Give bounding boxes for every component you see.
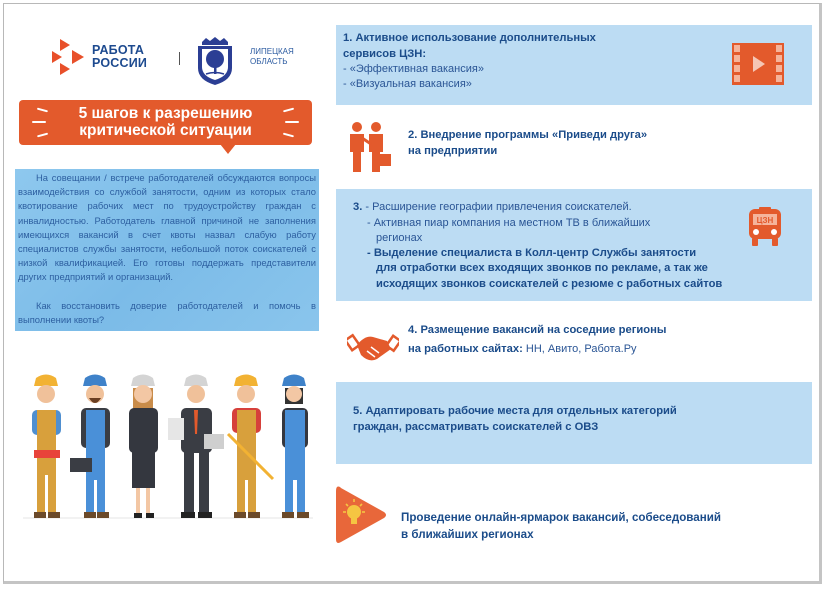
video-film-icon (732, 43, 784, 85)
step-3-callcenter-line-2: для отработки всех входящих звонков по рекламе, а так же (376, 262, 708, 274)
logo-line-2: РОССИИ (92, 56, 148, 70)
step-3-callcenter-line-3: исходящих звонков соискателей с резюме с работных сайтов (376, 277, 723, 290)
bus-icon (747, 207, 783, 247)
logo-line-1: РАБОТА (92, 43, 145, 57)
step-4-sites-list: НН, Авито, Работа.Ру (522, 342, 637, 355)
step-1-title-line-1: 1. Активное использование дополнительных (343, 32, 596, 44)
step-3-line-geography: - Расширение географии привлечения соискателей. (365, 201, 632, 213)
rabota-rossii-logo-icon (50, 37, 88, 75)
logo-divider (179, 52, 180, 65)
step-1-block (336, 25, 812, 105)
step-5-title-line-2: граждан, рассматривать соискателей с ОВЗ (353, 420, 599, 433)
step-2-text (408, 128, 647, 159)
step-1-title-line-2: сервисов ЦЗН: (343, 47, 427, 60)
step-5-block (336, 382, 812, 464)
banner-pointer (220, 144, 236, 154)
step-4-text (408, 323, 666, 357)
step-1-item-effective-vacancy: - «Эффективная вакансия» (343, 63, 484, 75)
step-4-sites-label: на работных сайтах: (408, 342, 523, 355)
document-page (3, 3, 822, 584)
two-people-icon (347, 122, 391, 172)
region-line-2: ОБЛАСТЬ (250, 57, 288, 66)
step-6-text (401, 509, 721, 543)
step-6-title-line-1: Проведение онлайн-ярмарок вакансий, собеседований (401, 511, 721, 524)
step-2-title-line-2: на предприятии (408, 144, 498, 157)
region-name (250, 47, 294, 67)
step-2-title-line-1: 2. Внедрение программы «Приведи друга» (408, 129, 648, 141)
lightbulb-icon (336, 485, 388, 545)
description-paragraph-1: На совещании / встрече работодателей обсуждаются вопросы взаимодействия со службой занятости, одним из которых стало квотирование рабочих мест по трудоустройству граждан с инвалидностью. Работодатель главной причиной не заполнения имеющихся вакансий в счет квоты назвал слабую работу специалистов службы занятости, небольшой поток соискателей с низкой квалификацией. Его готовы поддержать представители других предприятий и организаций. (18, 172, 316, 283)
step-3-callcenter-line-1: - Выделение специалиста в Колл-центр Службы занятости (367, 246, 697, 259)
step-6-title-line-2: в ближайших регионах (401, 528, 534, 541)
logo-title (92, 44, 147, 70)
banner-line-2: критической ситуации (79, 122, 252, 139)
situation-description (15, 169, 319, 331)
step-3-number: 3. (353, 201, 363, 213)
step-3-line-pr: - Активная пиар компания на местном ТВ в ближайших (367, 216, 651, 229)
step-3-line-regions: регионах (376, 231, 423, 244)
step-1-item-visual-vacancy: - «Визуальная вакансия» (343, 78, 472, 90)
title-banner (19, 100, 312, 145)
step-5-title-line-1: 5. Адаптировать рабочие места для отдельных категорий (353, 405, 677, 417)
workers-illustration (18, 374, 318, 524)
handshake-icon (347, 325, 399, 365)
step-4-title-line-1: 4. Размещение вакансий на соседние регионы (408, 324, 667, 336)
description-question: Как восстановить доверие работодателей и помочь в выполнении квоты? (18, 299, 316, 325)
step-3-block (336, 189, 812, 301)
svg-text:ЦЗН: ЦЗН (756, 216, 774, 225)
region-line-1: ЛИПЕЦКАЯ (250, 47, 294, 56)
banner-line-1: 5 шагов к разрешению (78, 105, 253, 122)
lipetsk-coat-of-arms-icon (194, 36, 236, 86)
